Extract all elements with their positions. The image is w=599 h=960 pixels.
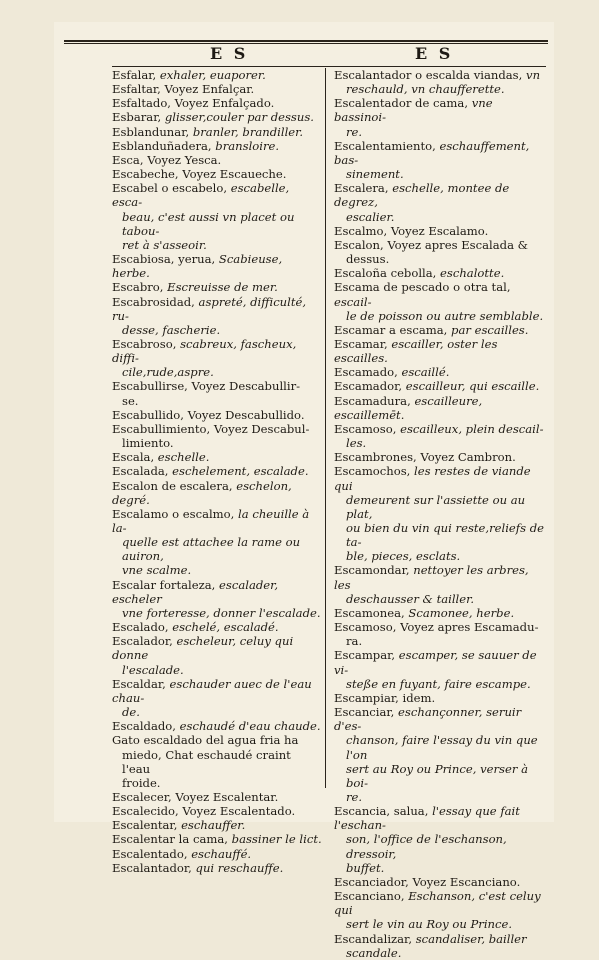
entry-definition: Scabieuse, herbe.: [112, 252, 283, 281]
entry-definition: bransloire.: [211, 138, 280, 153]
entry-headword: Escalecer, Voyez Escalentar.: [112, 789, 279, 804]
entry-continuation: ret à s'asseoir.: [122, 237, 207, 252]
entry-definition: branler, brandiller.: [189, 124, 304, 139]
entry-headword: Escamondar,: [334, 563, 410, 578]
entry-headword: Escabroso,: [112, 336, 177, 351]
dictionary-entry: [112, 832, 322, 846]
entry-continuation: demeurent sur l'assiette ou au plat,: [346, 492, 526, 521]
entry-definition: escheleur, celuy qui donne: [112, 634, 294, 663]
dictionary-entry: [334, 875, 544, 889]
entry-headword: Escabullirse, Voyez Descabullir-: [112, 379, 301, 394]
entry-headword: Escancia, salua,: [334, 804, 429, 819]
dictionary-entry: [334, 365, 544, 379]
entry-headword: Gato escaldado del agua fria ha: [112, 733, 299, 748]
entry-definition: exhaler, euaporer.: [156, 68, 266, 82]
entry-definition: escailleure, escaillemēt.: [334, 393, 483, 422]
right-column: [334, 68, 544, 960]
entry-continuation: reschauld, vn chaufferette.: [346, 82, 505, 97]
dictionary-entry: [112, 68, 322, 82]
entry-continuation: limiento.: [122, 436, 174, 451]
dictionary-entry: [112, 110, 322, 124]
top-rule: [64, 40, 548, 42]
entry-headword: Escalentador de cama,: [334, 96, 469, 111]
entry-headword: Esblanduñadera,: [112, 138, 212, 153]
dictionary-entry: [334, 889, 544, 931]
entry-definition: Escreuisse de mer.: [163, 280, 278, 295]
dictionary-entry: [334, 238, 544, 266]
entry-headword: Esfaltado, Voyez Enfalçado.: [112, 96, 275, 111]
entry-definition: glisser,couler par dessus.: [161, 110, 314, 125]
dictionary-entry: [334, 379, 544, 393]
entry-definition: eschauffer.: [177, 818, 246, 833]
entry-continuation: re.: [346, 789, 363, 804]
entry-headword: Escambrones, Voyez Cambron.: [334, 450, 516, 465]
entry-headword: Escamar a escama,: [334, 322, 448, 337]
entry-headword: Escalera,: [334, 181, 389, 196]
entry-definition: Scamonee, herbe.: [404, 605, 515, 620]
entry-headword: Escanciano,: [334, 889, 405, 904]
dictionary-entry: [334, 337, 544, 365]
entry-definition: qui reschauffe.: [191, 860, 284, 875]
entry-headword: Escalentamiento,: [334, 138, 436, 153]
entry-definition: eschelle.: [154, 450, 210, 465]
entry-headword: Escalmo, Voyez Escalamo.: [334, 223, 489, 238]
entry-headword: Escalado,: [112, 620, 169, 635]
dictionary-entry: [112, 479, 322, 507]
entry-definition: eschelle, montee de degrez,: [334, 181, 510, 210]
dictionary-entry: [334, 181, 544, 223]
entry-headword: Escabullimiento, Voyez Descabul-: [112, 421, 310, 436]
entry-continuation: son, l'office de l'eschanson, dressoir,: [346, 832, 507, 861]
dictionary-entry: [334, 606, 544, 620]
entry-definition: eschelement, escalade.: [168, 464, 309, 479]
dictionary-entry: [112, 139, 322, 153]
running-head-right: E S: [415, 44, 454, 63]
dictionary-entry: [112, 379, 322, 407]
dictionary-entry: [112, 252, 322, 280]
entry-continuation: l'escalade.: [122, 662, 184, 677]
entry-definition: eschelon, degré.: [112, 478, 292, 507]
entry-continuation: cile,rude,aspre.: [122, 365, 214, 380]
dictionary-entry: [112, 847, 322, 861]
entry-continuation: desse, fascherie.: [122, 322, 221, 337]
entry-definition: escailleux, plein descail-: [396, 421, 544, 436]
entry-definition: aspreté, difficulté, ru-: [112, 294, 307, 323]
entry-headword: Escalar fortaleza,: [112, 577, 216, 592]
entry-continuation: buffet.: [346, 860, 385, 875]
dictionary-entry: [334, 804, 544, 875]
entry-headword: Escabro,: [112, 280, 164, 295]
dictionary-entry: [112, 677, 322, 719]
dictionary-entry: [112, 634, 322, 676]
entry-definition: escaillé.: [397, 365, 450, 380]
entry-headword: Escalador,: [112, 634, 173, 649]
dictionary-entry: [112, 96, 322, 110]
entry-headword: Escabrosidad,: [112, 294, 195, 309]
entry-headword: Escama de pescado o otra tal,: [334, 280, 511, 295]
entry-headword: Escamoso,: [334, 421, 397, 436]
entry-continuation: vne scalme.: [122, 563, 192, 578]
entry-continuation: ra.: [346, 634, 363, 649]
entry-headword: Escalentar la cama,: [112, 832, 228, 847]
entry-definition: eschançonner, seruir d'es-: [334, 705, 522, 734]
dictionary-entry: [112, 507, 322, 578]
entry-continuation: les.: [346, 436, 367, 451]
entry-headword: Escalantador o escalda viandas,: [334, 68, 523, 82]
entry-continuation: steße en fuyant, faire escampe.: [346, 676, 531, 691]
dictionary-entry: [334, 648, 544, 690]
dictionary-entry: [334, 464, 544, 563]
entry-definition: les restes de viande qui: [334, 464, 531, 493]
entry-continuation: dessus.: [346, 252, 390, 267]
entry-continuation: de.: [122, 705, 140, 720]
running-head-left: E S: [210, 44, 249, 63]
left-column: [112, 68, 322, 875]
entry-definition: escabelle, esca-: [112, 181, 290, 210]
entry-headword: Escalamo o escalmo,: [112, 506, 235, 521]
entry-headword: Escaldar,: [112, 676, 166, 691]
entry-headword: Escamoso, Voyez apres Escamadu-: [334, 620, 539, 635]
dictionary-entry: [334, 563, 544, 605]
entry-headword: Escabiosa, yerua,: [112, 252, 216, 267]
entry-headword: Escala,: [112, 450, 155, 465]
dictionary-entry: [112, 337, 322, 379]
entry-headword: Escalecido, Voyez Escalentado.: [112, 804, 296, 819]
entry-headword: Escabel o escabelo,: [112, 181, 228, 196]
dictionary-entry: [112, 818, 322, 832]
entry-definition: eschauder auec de l'eau chau-: [112, 676, 312, 705]
dictionary-entry: [112, 578, 322, 620]
entry-continuation: scandale.: [346, 945, 402, 960]
dictionary-entry: [334, 96, 544, 138]
dictionary-entry: [112, 804, 322, 818]
entry-headword: Escaloña cebolla,: [334, 266, 437, 281]
dictionary-entry: [112, 82, 322, 96]
entry-definition: nettoyer les arbres, les: [334, 563, 529, 592]
entry-continuation: sert au Roy ou Prince, verser à boi-: [346, 761, 528, 790]
dictionary-entry: [334, 266, 544, 280]
dictionary-entry: [334, 323, 544, 337]
entry-definition: scabreux, fascheux, diffi-: [112, 336, 297, 366]
entry-continuation: froide.: [122, 775, 161, 790]
entry-headword: Escalon, Voyez apres Escalada &: [334, 237, 528, 252]
dictionary-entry: [334, 394, 544, 422]
entry-headword: Escaldado,: [112, 719, 176, 734]
entry-headword: Escampiar, idem.: [334, 690, 436, 705]
entry-headword: Escandalizar,: [334, 931, 413, 946]
entry-continuation: deschausser & tailler.: [346, 591, 475, 606]
entry-continuation: le de poisson ou autre semblable.: [346, 308, 544, 323]
entry-continuation: quelle est attachee la rame ou auiron,: [122, 535, 301, 564]
entry-headword: Escalentar,: [112, 818, 178, 833]
entry-headword: Esca, Voyez Yesca.: [112, 152, 222, 167]
entry-continuation: beau, c'est aussi vn placet ou tabou-: [122, 209, 295, 238]
entry-continuation: sert le vin au Roy ou Prince.: [346, 917, 513, 932]
entry-headword: Esfalar,: [112, 68, 157, 82]
entry-headword: Esblandunar,: [112, 124, 190, 139]
dictionary-entry: [112, 450, 322, 464]
entry-definition: escailler, oster les escailles.: [334, 336, 498, 366]
entry-definition: bassiner le lict.: [227, 832, 322, 847]
dictionary-entry: [112, 153, 322, 167]
entry-continuation: ou bien du vin qui reste,reliefs de ta-: [346, 521, 544, 550]
entry-headword: Escamado,: [334, 365, 398, 380]
dictionary-entry: [334, 932, 544, 960]
column-separator: [325, 68, 326, 788]
entry-headword: Escamonea,: [334, 605, 405, 620]
entry-headword: Escamar,: [334, 336, 388, 351]
dictionary-entry: [112, 181, 322, 252]
entry-headword: Escampar,: [334, 648, 396, 663]
entry-continuation: se.: [122, 393, 139, 408]
dictionary-entry: [112, 861, 322, 875]
entry-headword: Esfaltar, Voyez Enfalçar.: [112, 82, 255, 97]
entry-definition: vne bassinoi-: [334, 96, 493, 125]
dictionary-entry: [112, 620, 322, 634]
entry-definition: la cheuille à la-: [112, 506, 310, 535]
dictionary-entry: [112, 422, 322, 450]
dictionary-entry: [334, 422, 544, 450]
dictionary-entry: [112, 733, 322, 790]
entry-definition: escail-: [334, 294, 372, 309]
entry-definition: l'essay que fait l'eschan-: [334, 804, 520, 833]
dictionary-entry: [112, 790, 322, 804]
entry-headword: Escalentado,: [112, 846, 188, 861]
dictionary-entry: [112, 408, 322, 422]
dictionary-entry: [112, 295, 322, 337]
entry-continuation: miedo, Chat eschaudé craint l'eau: [122, 747, 291, 776]
dictionary-entry: [334, 224, 544, 238]
dictionary-entry: [334, 139, 544, 181]
entry-headword: Escalantador,: [112, 860, 192, 875]
entry-definition: scandaliser, bailler: [412, 931, 527, 946]
entry-headword: Escalon de escalera,: [112, 478, 233, 493]
entry-headword: Escalada,: [112, 464, 169, 479]
top-rule-thin: [64, 43, 548, 44]
entry-continuation: sinement.: [346, 167, 404, 182]
entry-definition: par escailles.: [447, 322, 529, 337]
entry-headword: Escabullido, Voyez Descabullido.: [112, 407, 305, 422]
dictionary-entry: [112, 464, 322, 478]
dictionary-entry: [112, 125, 322, 139]
dictionary-entry: [112, 719, 322, 733]
dictionary-entry: [334, 620, 544, 648]
entry-definition: vn: [522, 68, 541, 82]
entry-definition: escamper, se sauuer de vi-: [334, 648, 537, 677]
entry-definition: eschalotte.: [436, 266, 505, 281]
entry-definition: escailleur, qui escaille.: [402, 379, 540, 394]
entry-headword: Escabeche, Voyez Escaueche.: [112, 167, 287, 182]
entry-definition: eschauffé.: [187, 846, 252, 861]
entry-headword: Escanciador, Voyez Escanciano.: [334, 874, 521, 889]
entry-definition: eschaudé d'eau chaude.: [175, 719, 321, 734]
dictionary-entry: [334, 450, 544, 464]
entry-headword: Escamadura,: [334, 393, 411, 408]
entry-continuation: chanson, faire l'essay du vin que l'on: [346, 733, 538, 762]
entry-headword: Escamochos,: [334, 464, 411, 479]
entry-definition: Eschanson, c'est celuy qui: [334, 889, 541, 918]
dictionary-entry: [112, 167, 322, 181]
entry-continuation: re.: [346, 124, 363, 139]
entry-headword: Esbarar,: [112, 110, 162, 125]
entry-definition: eschauffement, bas-: [334, 138, 530, 167]
entry-continuation: vne forteresse, donner l'escalade.: [122, 605, 321, 620]
entry-continuation: ble, pieces, esclats.: [346, 549, 461, 564]
entry-headword: Escamador,: [334, 379, 403, 394]
entry-headword: Escanciar,: [334, 705, 395, 720]
header-rule: [112, 66, 546, 67]
entry-definition: escalader, escheler: [112, 577, 279, 606]
dictionary-entry: [334, 691, 544, 705]
dictionary-entry: [112, 280, 322, 294]
dictionary-entry: [334, 280, 544, 322]
entry-definition: eschelé, escaladé.: [168, 620, 279, 635]
dictionary-entry: [334, 705, 544, 804]
entry-continuation: escalier.: [346, 209, 395, 224]
dictionary-entry: [334, 68, 544, 96]
